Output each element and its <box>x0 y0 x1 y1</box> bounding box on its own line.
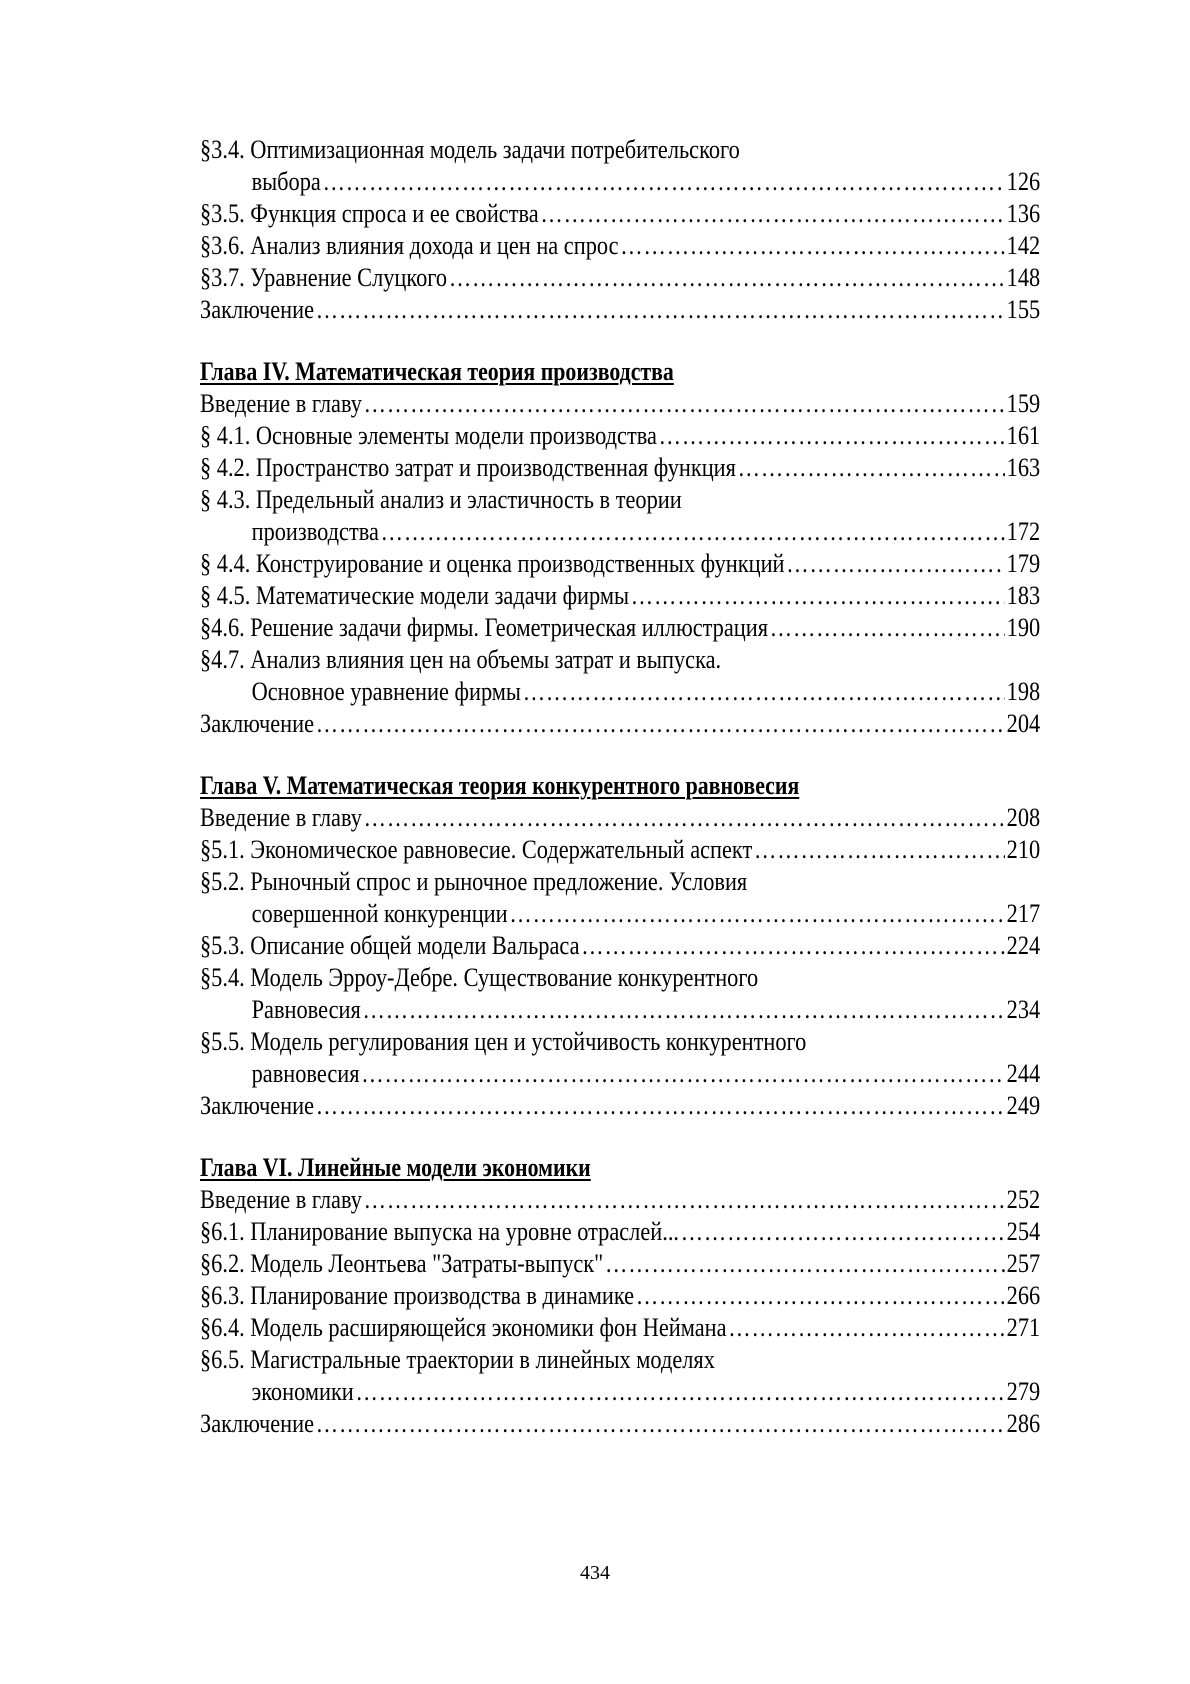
dot-leader <box>361 1058 1005 1090</box>
toc-entry <box>200 644 1040 676</box>
toc-entry <box>200 802 1040 834</box>
toc-entry-title: § 4.3. Предельный анализ и эластичность в теории <box>200 485 682 514</box>
toc-entry <box>200 1216 1040 1248</box>
toc-entry-title: §3.7. Уравнение Слуцкого <box>200 263 448 292</box>
toc-entry-page: 244 <box>1006 1059 1041 1088</box>
toc-entry <box>200 708 1040 740</box>
toc-entry-page: 271 <box>1006 1313 1041 1342</box>
dot-leader <box>316 1090 1005 1122</box>
toc-entry <box>200 1408 1040 1440</box>
dot-leader <box>323 166 1005 198</box>
dot-leader <box>449 262 1005 294</box>
toc-entry <box>200 1344 1040 1376</box>
toc-entry <box>200 1058 1040 1090</box>
toc-entry-title: §3.6. Анализ влияния дохода и цен на спрос <box>200 231 619 260</box>
toc-entry-page: 249 <box>1006 1091 1041 1120</box>
toc-entry-title: §6.3. Планирование производства в динамике <box>200 1281 635 1310</box>
toc-entry-page: 210 <box>1006 835 1041 864</box>
toc-entry <box>200 166 1040 198</box>
dot-leader <box>316 1408 1005 1440</box>
toc-entry-page: 257 <box>1006 1249 1041 1278</box>
toc-entry-page: 266 <box>1006 1281 1041 1310</box>
toc-entry-title: §6.1. Планирование выпуска на уровне отраслей... <box>200 1217 679 1246</box>
toc-entry-page: 142 <box>1006 231 1041 260</box>
toc-entry <box>200 1184 1040 1216</box>
toc-entry-title: Введение в главу <box>200 803 362 832</box>
toc-entry <box>200 1376 1040 1408</box>
dot-leader <box>728 1312 1005 1344</box>
dot-leader <box>381 516 1005 548</box>
toc-entry <box>200 612 1040 644</box>
dot-leader <box>509 898 1005 930</box>
toc-entry <box>200 516 1040 548</box>
toc-entry-page: 286 <box>1006 1409 1041 1438</box>
toc-entry <box>200 898 1040 930</box>
toc-entry <box>200 676 1040 708</box>
toc-entry-page: 159 <box>1006 389 1041 418</box>
toc-entry-page: 234 <box>1006 995 1041 1024</box>
toc-entry-title: §6.5. Магистральные траектории в линейных моделях <box>200 1345 715 1374</box>
toc-entry <box>200 866 1040 898</box>
dot-leader <box>620 230 1005 262</box>
dot-leader <box>364 802 1005 834</box>
dot-leader <box>362 994 1004 1026</box>
toc-entry-page: 148 <box>1006 263 1041 292</box>
toc-entry-page: 161 <box>1006 421 1041 450</box>
dot-leader <box>316 294 1005 326</box>
dot-leader <box>786 548 1005 580</box>
toc-entry <box>200 930 1040 962</box>
toc-entry-title: §3.5. Функция спроса и ее свойства <box>200 199 539 228</box>
toc-entry-title: совершенной конкуренции <box>251 899 508 928</box>
toc-entry-title: §3.4. Оптимизационная модель задачи потребительского <box>200 135 740 164</box>
toc-entry <box>200 134 1040 166</box>
dot-leader <box>355 1376 1004 1408</box>
toc-entry-title: Заключение <box>200 1409 315 1438</box>
chapter-heading: Глава V. Математическая теория конкурентного равновесия <box>200 771 800 800</box>
page-number: 434 <box>580 1562 610 1584</box>
toc-entry <box>200 294 1040 326</box>
toc-entry-page: 163 <box>1006 453 1041 482</box>
toc-entry-title: выбора <box>251 167 321 196</box>
toc-entry <box>200 962 1040 994</box>
toc-entry <box>200 580 1040 612</box>
toc-entry-page: 172 <box>1006 517 1041 546</box>
dot-leader <box>659 420 1005 452</box>
dot-leader <box>523 676 1005 708</box>
toc-entry-title: §5.1. Экономическое равновесие. Содержательный аспект <box>200 835 753 864</box>
toc-entry-page: 217 <box>1006 899 1041 928</box>
dot-leader <box>581 930 1005 962</box>
toc-entry <box>200 420 1040 452</box>
toc-entry-page: 204 <box>1006 709 1041 738</box>
toc-entry <box>200 1280 1040 1312</box>
dot-leader <box>364 388 1005 420</box>
toc-entry-title: § 4.2. Пространство затрат и производственная функция <box>200 453 736 482</box>
dot-leader <box>364 1184 1005 1216</box>
toc-entry-page: 183 <box>1006 581 1041 610</box>
toc-entry-page: 190 <box>1006 613 1041 642</box>
chapter-heading: Глава VI. Линейные модели экономики <box>200 1153 591 1182</box>
toc-entry <box>200 198 1040 230</box>
toc-entry-title: §4.7. Анализ влияния цен на объемы затрат и выпуска. <box>200 645 722 674</box>
toc-entry-page: 179 <box>1006 549 1041 578</box>
toc-entry-title: §5.4. Модель Эрроу-Дебре. Существование конкурентного <box>200 963 759 992</box>
toc-entry <box>200 548 1040 580</box>
toc-entry-title: Заключение <box>200 295 315 324</box>
dot-leader <box>754 834 1005 866</box>
toc-entry-title: Введение в главу <box>200 389 362 418</box>
toc-entry-title: §4.6. Решение задачи фирмы. Геометрическая иллюстрация <box>200 613 769 642</box>
toc-entry-page: 224 <box>1006 931 1041 960</box>
toc-entry <box>200 484 1040 516</box>
toc-entry-page: 254 <box>1006 1217 1041 1246</box>
toc-entry <box>200 452 1040 484</box>
toc-entry-title: производства <box>251 517 379 546</box>
table-of-contents <box>200 134 1040 1440</box>
dot-leader <box>540 198 1005 230</box>
toc-entry-title: Заключение <box>200 1091 315 1120</box>
chapter-heading: Глава IV. Математическая теория производства <box>200 357 674 386</box>
toc-entry-page: 198 <box>1006 677 1041 706</box>
dot-leader <box>681 1216 1005 1248</box>
toc-entry-title: равновесия <box>251 1059 360 1088</box>
toc-entry-title: §6.2. Модель Леонтьева "Затраты-выпуск" <box>200 1249 604 1278</box>
toc-entry-title: Введение в главу <box>200 1185 362 1214</box>
toc-entry-title: §6.4. Модель расширяющейся экономики фон Неймана <box>200 1313 727 1342</box>
toc-entry <box>200 1312 1040 1344</box>
toc-entry <box>200 994 1040 1026</box>
toc-entry-page: 208 <box>1006 803 1041 832</box>
toc-entry <box>200 262 1040 294</box>
toc-entry <box>200 1248 1040 1280</box>
toc-entry <box>200 1026 1040 1058</box>
toc-entry-page: 126 <box>1006 167 1041 196</box>
toc-entry-title: Основное уравнение фирмы <box>251 677 521 706</box>
toc-entry-title: §5.2. Рыночный спрос и рыночное предложение. Условия <box>200 867 748 896</box>
toc-entry-title: Заключение <box>200 709 315 738</box>
dot-leader <box>738 452 1005 484</box>
dot-leader <box>605 1248 1005 1280</box>
toc-entry <box>200 1090 1040 1122</box>
toc-entry-title: экономики <box>251 1377 354 1406</box>
toc-entry-page: 155 <box>1006 295 1041 324</box>
toc-entry-title: §5.3. Описание общей модели Вальраса <box>200 931 580 960</box>
toc-entry <box>200 388 1040 420</box>
toc-entry-title: § 4.4. Конструирование и оценка производственных функций <box>200 549 785 578</box>
dot-leader <box>636 1280 1005 1312</box>
dot-leader <box>770 612 1005 644</box>
toc-entry-title: § 4.5. Математические модели задачи фирмы <box>200 581 630 610</box>
toc-entry <box>200 230 1040 262</box>
toc-entry-page: 136 <box>1006 199 1041 228</box>
toc-entry-title: Равновесия <box>251 995 361 1024</box>
toc-entry-title: §5.5. Модель регулирования цен и устойчивость конкурентного <box>200 1027 807 1056</box>
toc-entry-page: 252 <box>1006 1185 1041 1214</box>
toc-entry <box>200 834 1040 866</box>
toc-entry-title: § 4.1. Основные элементы модели производства <box>200 421 657 450</box>
toc-entry-page: 279 <box>1006 1377 1041 1406</box>
dot-leader <box>631 580 1005 612</box>
dot-leader <box>316 708 1005 740</box>
